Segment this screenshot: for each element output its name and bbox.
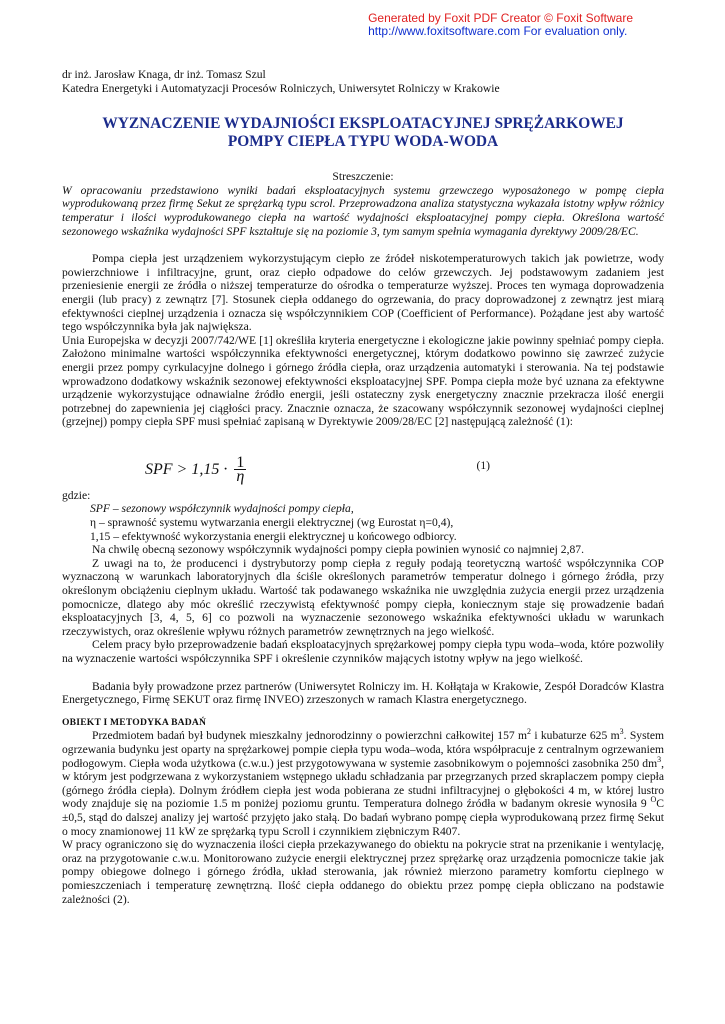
superscript: 3 — [657, 754, 662, 764]
text-run: . System ogrzewania budynku jest oparty na sprężarkowej pompie ciepła typu woda–woda, która współpracuje z centralnym ogrzewaniem podłogowym. Ciepła woda użytkowa (c.w.u.) jest przygotowywana w systemie zasobnikowym o pojemności zasobnika 250 dm — [62, 729, 664, 770]
paper-title — [62, 115, 664, 151]
abstract-heading: Streszczenie: — [332, 170, 394, 184]
equation-denominator: η — [236, 468, 245, 486]
text-run: Przedmiotem badań był budynek mieszkalny jednorodzinny o powierzchni całkowitej 157 m — [92, 729, 527, 743]
equation-1 — [62, 439, 664, 489]
superscript: O — [650, 795, 657, 805]
text-run: C ±0,5, stąd do dalszej analizy jej wartość przyjęto jako stałą. Do badań wybrano pompę ciepła wyprodukowaną przez firmę Sekut o mocy znamionowej 11 kW ze sprężarką typu Scroll i czynnikiem ziębniczym R407. — [62, 797, 664, 838]
equation-fraction — [234, 453, 246, 486]
definitions — [62, 489, 664, 543]
paragraph-cop-lab: Z uwagi na to, że producenci i dystrybutorzy pomp ciepła z reguły podają teoretyczną wartość współczynnika COP wyznaczoną w warunkach laboratoryjnych dla ściśle określonych parametrów temperatur dolnego i górnego źródła, przy określonym obciążeniu cieplnym układu. Wartość tak podawanego wskaźnika nie uwzględnia zużycia energii przez urządzenia pomocnicze, dlatego aby móc określić rzeczywistą efektywność pompy ciepła, koniecznym staje się prowadzenie badań eksploatacyjnych [3, 4, 5, 6] co pozwoli na wyznaczenie sezonowego wskaźnika efektywności układu w warunkach rzeczywistych, oraz określenie wpływu różnych parametrów zewnętrznych na jego wielkość. — [62, 556, 664, 638]
equation-expression — [145, 453, 246, 486]
where-label: gdzie: — [62, 488, 91, 502]
text-run: , w którym jest podgrzewana z wykorzystaniem wstępnego układu schładzania par przegrzanych przed skraplaczem pompy ciepła (górnego źródła ciepła). Dolnym źródłem ciepła jest woda pobierana ze studni infiltracyjnej o głębokości 4 m, w której lustro wody znajduje się na poziomie 1.5 m poniżej poziomu gruntu. Temperatura dolnego źródła w badanym okresie wynosiła 9 — [62, 756, 664, 811]
paragraph-partners: Badania były prowadzone przez partnerów (Uniwersytet Rolniczy im. H. Kołłątaja w Krakowie, Zespół Doradców Klastra Energetycznego, Firmę SEKUT oraz firmę INVEO) zrzeszonych w ramach Klastra energetycznego. — [62, 679, 664, 707]
paragraph-intro: Pompa ciepła jest urządzeniem wykorzystującym ciepło ze źródeł niskotemperaturowych takich jak powietrze, wody powierzchniowe i infiltracyjne, grunt, oraz ciepło odpadowe do celów grzewczych. Jej podstawowym zadaniem jest przeniesienie energii ze źródła o niższej temperaturze do ośrodka o temperaturze wyższej. Proces ten wymaga doprowadzenia energii (lub pracy) z zewnątrz [7]. Stosunek ciepła oddanego do ogrzewania, do pracy doprowadzonej z zewnątrz jest miarą efektywności cieplnej urządzenia i oznacza się współczynnikiem COP (Coefficient of Performance). Pożądane jest aby wartość tego współczynnika była jak największa. — [62, 252, 664, 334]
section-heading: OBIEKT I METODYKA BADAŃ — [62, 716, 207, 728]
paragraph-goal: Celem pracy było przeprowadzenie badań eksploatacyjnych sprężarkowej pompy ciepła typu woda–woda, które pozwoliły na wyznaczenie wartości współczynnika SPF i określenie czynników mających istotny wpływ na jego wielkość. — [62, 638, 664, 665]
equation-number: (1) — [476, 458, 490, 472]
superscript: 2 — [527, 727, 531, 737]
document-page — [62, 68, 664, 906]
title-line-1: WYZNACZENIE WYDAJNIOŚCI EKSPLOATACYJNEJ SPRĘŻARKOWEJ — [102, 115, 624, 133]
paragraph-method: W pracy ograniczono się do wyznaczenia ilości ciepła przekazywanego do obiektu na pokrycie strat na przenikanie i wentylację, oraz na przygotowanie c.w.u. Monitorowano zużycie energii elektrycznej przez sprężarkę oraz urządzenia pomocnicze takie jak pompy obiegowe dolnego i górnego źródła, układ sterowania, jak również mierzono parametry komfortu cieplnego w pomieszczeniach i temperaturę zewnętrzną. Ilość ciepła oddanego do obiektu przez pompę ciepła obliczano na podstawie zależności (2). — [62, 838, 664, 906]
paragraph-minimum-spf: Na chwilę obecną sezonowy współczynnik wydajności pompy ciepła powinien wynosić co najmniej 2,87. — [92, 543, 584, 557]
title-line-2: POMPY CIEPŁA TYPU WODA-WODA — [227, 133, 499, 151]
paragraph-eu-decision: Unia Europejska w decyzji 2007/742/WE [1] określiła kryteria energetyczne i ekologiczne jakie powinny spełniać pompy ciepła. Założono minimalne wartości współczynnika efektywności energetycznej, którym dodatkowo powinno się zawrzeć zużycie energii przez pompy cyrkulacyjne dolnego i górnego źródła ciepła, oraz urządzenia automatyki i sterowania. Na tej podstawie wprowadzono dodatkowy wskaźnik sezonowej efektywności eksploatacyjnej SPF. Pompa ciepła może być uznana za efektywne urządzenie wykorzystujące odnawialne źródło energii, jeśli ostateczny zysk energetyczny znacznie przekracza ilość energii potrzebnej do zapewnienia jej ciągłości pracy. Znacznie oznacza, że szacowany współczynnik sezonowej wydajności cieplnej (grzejnej) pompy ciepła SPF musi spełniać zapisaną w Dyrektywie 2009/28/EC [2] następującą zależność (1): — [62, 333, 664, 429]
equation-numerator: 1 — [236, 453, 245, 471]
paragraph-object — [62, 729, 664, 838]
abstract-text: W opracowaniu przedstawiono wyniki badań eksploatacyjnych systemu grzewczego wyposażonego w pompę ciepła wyprodukowaną przez firmę Sekut ze sprężarką typu scrol. Przeprowadzona analiza statystyczna wykazała istotny wpływ różnicy temperatur i ilości wyprodukowanego ciepła na wartość wydajności eksploatacyjnej pompy ciepła. Określona wartość sezonowego wskaźnika wydajności SPF kształtuje się na poziomie 3, tym samym spełnia wymagania dyrektywy 2009/28/EC. — [62, 183, 664, 238]
superscript: 3 — [619, 727, 624, 737]
foxit-watermark — [368, 12, 633, 38]
authors: dr inż. Jarosław Knaga, dr inż. Tomasz Szul — [62, 68, 266, 81]
affiliation: Katedra Energetyki i Automatyzacji Procesów Rolniczych, Uniwersytet Rolniczy w Krakowie — [62, 81, 500, 95]
watermark-line-1: Generated by Foxit PDF Creator © Foxit Software — [368, 11, 633, 25]
definition-115: 1,15 – efektywność wykorzystania energii elektrycznej u końcowego odbiorcy. — [90, 529, 457, 543]
text-run: i kubaturze 625 m — [531, 729, 620, 743]
definition-eta: η – sprawność systemu wytwarzania energii elektrycznej (wg Eurostat η=0,4), — [90, 516, 454, 530]
watermark-line-2: http://www.foxitsoftware.com For evaluation only. — [368, 24, 628, 38]
equation-lhs: SPF > 1,15 · — [145, 460, 228, 478]
definition-spf: SPF – sezonowy współczynnik wydajności pompy ciepła, — [90, 502, 354, 516]
